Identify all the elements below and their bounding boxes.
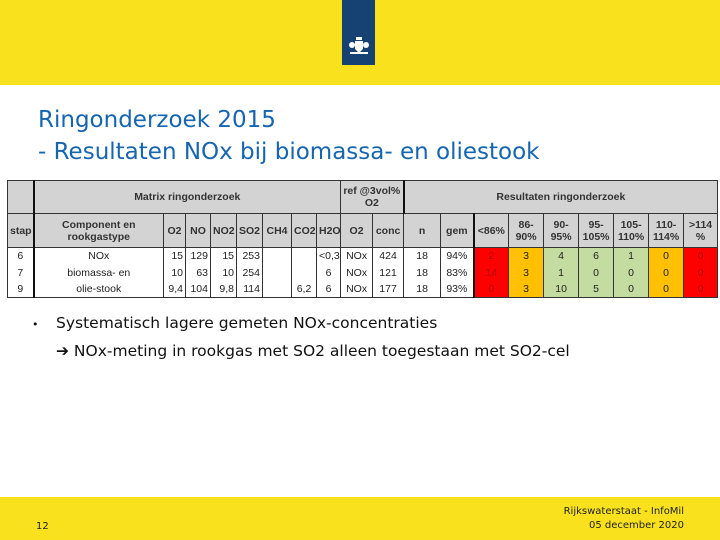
column-header: CO2 bbox=[292, 214, 317, 248]
matrix-header: Matrix ringonderzoek bbox=[34, 181, 341, 214]
column-header: NO2 bbox=[211, 214, 237, 248]
table-cell: 5 bbox=[579, 281, 614, 298]
column-header: conc bbox=[373, 214, 404, 248]
slide-title bbox=[38, 104, 540, 168]
table-cell: 3 bbox=[509, 248, 544, 265]
table-row bbox=[8, 248, 718, 265]
table-cell: 114 bbox=[237, 281, 263, 298]
table-cell: 6 bbox=[317, 281, 341, 298]
column-header: 95-105% bbox=[579, 214, 614, 248]
table-cell: 253 bbox=[237, 248, 263, 265]
coat-of-arms-icon bbox=[348, 35, 370, 57]
table-cell: 0 bbox=[684, 248, 718, 265]
title-line-2: - Resultaten NOx bij biomassa- en oliestook bbox=[38, 139, 540, 165]
results-header: Resultaten ringonderzoek bbox=[404, 181, 718, 214]
column-header: O2 bbox=[341, 214, 373, 248]
column-header: >114 % bbox=[684, 214, 718, 248]
table-cell: 2 bbox=[474, 248, 509, 265]
table-cell: 15 bbox=[164, 248, 186, 265]
table-cell: 0 bbox=[614, 264, 649, 281]
column-header: 110-114% bbox=[649, 214, 684, 248]
bullet-item bbox=[32, 310, 570, 338]
table-cell bbox=[292, 264, 317, 281]
table-row bbox=[8, 281, 718, 298]
column-header: H2O bbox=[317, 214, 341, 248]
table-cell: 1 bbox=[544, 264, 579, 281]
column-header: NO bbox=[186, 214, 211, 248]
table-cell: 18 bbox=[404, 264, 441, 281]
rijksoverheid-logo bbox=[342, 0, 375, 65]
table-cell: 3 bbox=[509, 264, 544, 281]
table-cell: 104 bbox=[186, 281, 211, 298]
table-cell bbox=[263, 248, 292, 265]
table-cell: 6 bbox=[317, 264, 341, 281]
title-line-1: Ringonderzoek 2015 bbox=[38, 107, 276, 133]
table-cell: 0 bbox=[649, 281, 684, 298]
table-cell: 10 bbox=[211, 264, 237, 281]
bullet-text: Systematisch lagere gemeten NOx-concentraties bbox=[56, 314, 438, 332]
table-cell: NOx bbox=[341, 264, 373, 281]
table-cell bbox=[263, 281, 292, 298]
table-cell: 63 bbox=[186, 264, 211, 281]
results-table bbox=[7, 180, 718, 298]
column-header: 86-90% bbox=[509, 214, 544, 248]
arrow-right-icon: ➔ bbox=[56, 342, 74, 360]
column-header: 105-110% bbox=[614, 214, 649, 248]
sub-bullet-text: NOx-meting in rookgas met SO2 alleen toegestaan met SO2-cel bbox=[73, 342, 570, 360]
table-cell: 0 bbox=[649, 264, 684, 281]
table-cell bbox=[292, 248, 317, 265]
footer-org: Rijkswaterstaat - InfoMil bbox=[563, 506, 684, 517]
table-cell: NOx bbox=[34, 248, 164, 265]
table-cell: 0 bbox=[614, 281, 649, 298]
table-cell: 15 bbox=[211, 248, 237, 265]
table-cell: 9,8 bbox=[211, 281, 237, 298]
table-cell bbox=[263, 264, 292, 281]
table-cell: 129 bbox=[186, 248, 211, 265]
column-header: Component en rookgastype bbox=[34, 214, 164, 248]
column-header: <86% bbox=[474, 214, 509, 248]
table-cell: olie-stook bbox=[34, 281, 164, 298]
table-cell: 0 bbox=[579, 264, 614, 281]
footer-date: 05 december 2020 bbox=[588, 520, 684, 531]
table-cell: NOx bbox=[341, 281, 373, 298]
table-cell: 0 bbox=[684, 264, 718, 281]
sub-bullet-item bbox=[32, 338, 570, 364]
table-cell: 0 bbox=[474, 281, 509, 298]
table-cell: 18 bbox=[404, 248, 441, 265]
table-cell: NOx bbox=[341, 248, 373, 265]
table-cell: 177 bbox=[373, 281, 404, 298]
table-cell: <0,3 bbox=[317, 248, 341, 265]
table-cell: 93% bbox=[441, 281, 474, 298]
table-cell: 254 bbox=[237, 264, 263, 281]
table-cell: 1 bbox=[614, 248, 649, 265]
bullet-icon: • bbox=[32, 318, 39, 331]
column-header: gem bbox=[441, 214, 474, 248]
table-cell: 9,4 bbox=[164, 281, 186, 298]
table-cell: 121 bbox=[373, 264, 404, 281]
column-header: n bbox=[404, 214, 441, 248]
table-row bbox=[8, 264, 718, 281]
table-cell: 83% bbox=[441, 264, 474, 281]
column-header: stap bbox=[8, 214, 34, 248]
column-header: CH4 bbox=[263, 214, 292, 248]
table-cell: 9 bbox=[8, 281, 34, 298]
table-cell: 10 bbox=[164, 264, 186, 281]
bullet-list bbox=[32, 310, 570, 364]
column-header: 90-95% bbox=[544, 214, 579, 248]
table-cell: 10 bbox=[544, 281, 579, 298]
column-header: O2 bbox=[164, 214, 186, 248]
table-cell: 6,2 bbox=[292, 281, 317, 298]
table-cell: 3 bbox=[509, 281, 544, 298]
table-cell: 94% bbox=[441, 248, 474, 265]
ref-header: ref @3vol% O2 bbox=[341, 181, 404, 214]
table-cell: 14 bbox=[474, 264, 509, 281]
table-cell: 6 bbox=[8, 248, 34, 265]
column-header: SO2 bbox=[237, 214, 263, 248]
table-cell: 0 bbox=[684, 281, 718, 298]
table-cell: 424 bbox=[373, 248, 404, 265]
table-cell: biomassa- en bbox=[34, 264, 164, 281]
table-cell: 18 bbox=[404, 281, 441, 298]
page-number: 12 bbox=[36, 521, 49, 532]
table-cell: 7 bbox=[8, 264, 34, 281]
table-cell: 4 bbox=[544, 248, 579, 265]
table-cell: 6 bbox=[579, 248, 614, 265]
header-blank bbox=[8, 181, 34, 214]
table-cell: 0 bbox=[649, 248, 684, 265]
footer-text bbox=[564, 505, 684, 533]
